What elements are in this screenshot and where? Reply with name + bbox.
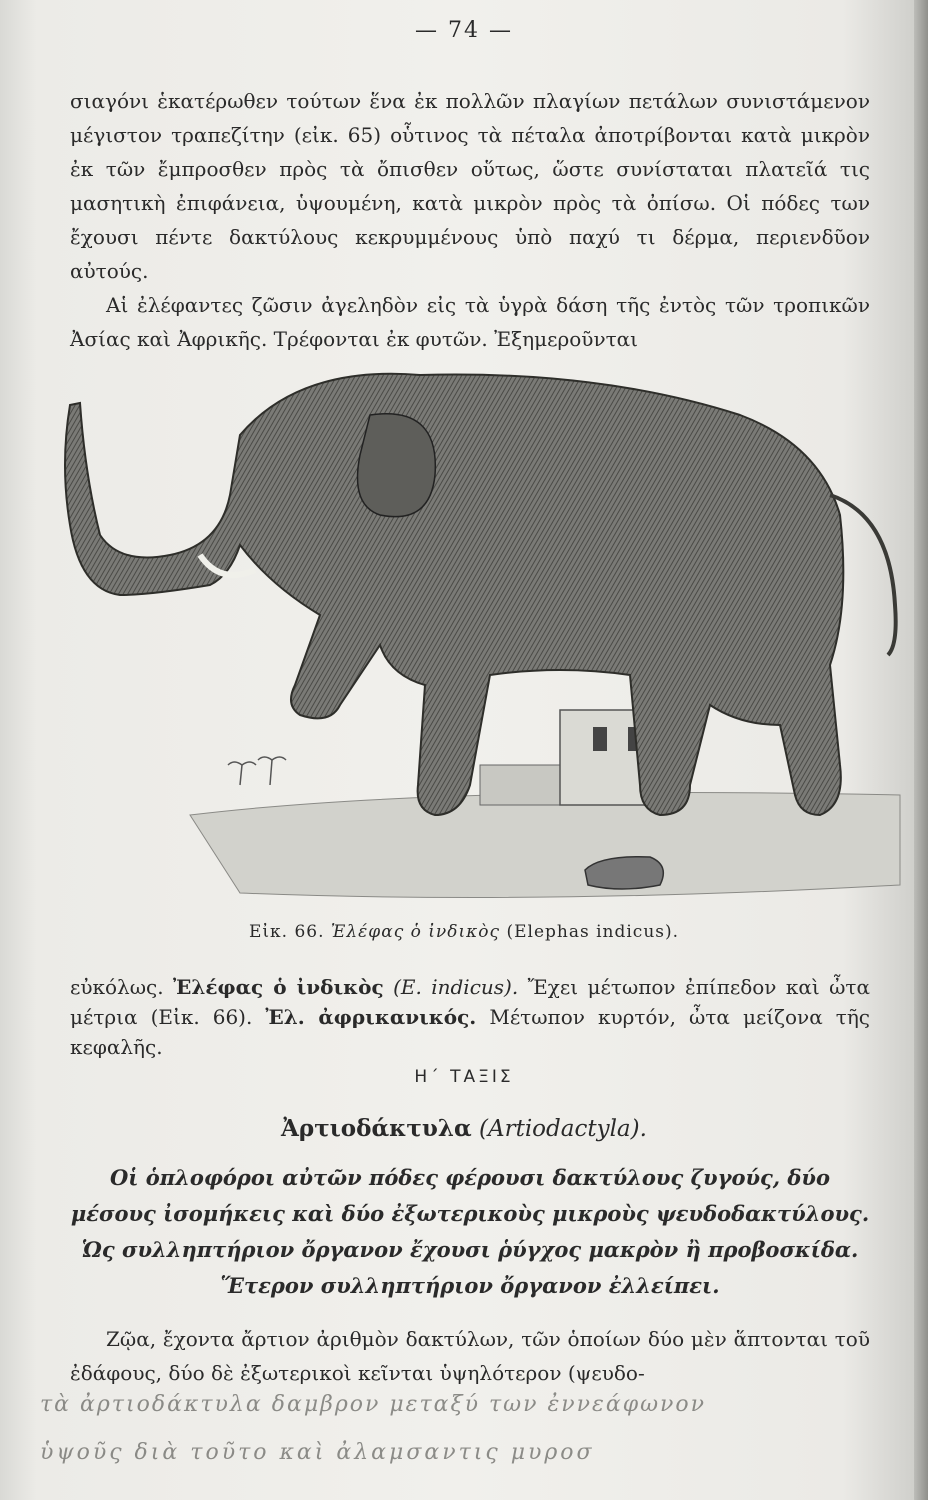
page-number: — 74 — — [415, 18, 513, 43]
species-lead: εὐκόλως. — [70, 975, 164, 999]
figure-caption — [0, 922, 928, 942]
species-name-indian: Ἐλέφας ὁ ἰνδικὸς — [173, 975, 384, 999]
species-desc-african: Μέτωπον κυρτόν, ὦτα μείζονα τῆς κεφαλῆς. — [70, 1005, 871, 1059]
paragraph-toes: Ζῷα, ἔχοντα ἄρτιον ἀριθμὸν δακτύλων, τῶν ὁποίων δύο μὲν ἅπτονται τοῦ ἐδάφους, δύο δὲ ἐξωτερικοὶ κεῖνται ὑψηλότερον (ψευδο- — [70, 1327, 870, 1385]
elephant-illustration — [40, 345, 916, 905]
paragraph-habitat: Αἱ ἐλέφαντες ζῶσιν ἀγεληδὸν εἰς τὰ ὑγρὰ δάση τῆς ἐντὸς τῶν τροπικῶν Ἀσίας καὶ Ἀφρικῆς. Τρέφονται ἐκ φυτῶν. Ἐξημεροῦνται — [70, 293, 870, 351]
caption-greek: Ἐλέφας ὁ ἰνδικὸς — [330, 922, 501, 942]
caption-label: Εἰκ. 66. — [248, 922, 325, 942]
order-name: Ἀρτιοδάκτυλα — [281, 1115, 472, 1142]
order-latin: (Artiodactyla). — [479, 1116, 647, 1142]
species-name-african: Ἐλ. ἀφρικανικός. — [265, 1005, 477, 1029]
handwritten-note-line2: ὑψοῦς διὰ τοῦτο καὶ ἀλαμσαντις μυροσ — [40, 1440, 595, 1465]
paragraph-species — [70, 972, 870, 1062]
handwritten-note-line1: τὰ ἀρτιοδάκτυλα δαμβρον μεταξύ των ἐννεάφωνον — [40, 1392, 707, 1417]
paragraph-teeth: σιαγόνι ἑκατέρωθεν τούτων ἕνα ἐκ πολλῶν πλαγίων πετάλων συνιστάμενον μέγιστον τραπεζίτην (εἰκ. 65) οὗτινος τὰ πέταλα ἀποτρίβονται κατὰ μικρὸν ἐκ τῶν ἔμπροσθεν πρὸς τὰ ὄπισθεν οὕτως, ὥστε συνίσταται πλατεῖά τις μασητικὴ ἐπιφάνεια, ὑψουμένη, κατὰ μικρὸν πρὸς τὰ ὀπίσω. Οἱ πόδες των ἔχουσι πέντε δακτύλους κεκρυμμένους ὑπὸ παχύ τι δέρμα, περιενδῦον αὐτούς. — [70, 89, 870, 283]
page-gutter — [914, 0, 928, 1500]
caption-latin: (Elephas indicus). — [506, 922, 680, 942]
species-latin-indian: (E. indicus). — [393, 975, 519, 999]
species-desc-indian: Ἔχει μέτωπον ἐπίπεδον καὶ ὦτα μέτρια (Εἰκ. 66). — [70, 975, 870, 1029]
section-label: Η΄ ΤΑΞΙΣ — [414, 1067, 514, 1087]
order-heading — [0, 1115, 928, 1142]
order-definition: Οἱ ὁπλοφόροι αὐτῶν πόδες φέρουσι δακτύλους ζυγούς, δύο μέσους ἰσομήκεις καὶ δύο ἐξωτερικοὺς μικροὺς ψευδοδακτύλους. Ὡς συλληπτήριον ὄργανον ἔχουσι ῥύγχος μακρὸν ἢ προβοσκίδα. Ἕτερον συλληπτήριον ὄργανον ἐλλείπει. — [70, 1165, 870, 1298]
